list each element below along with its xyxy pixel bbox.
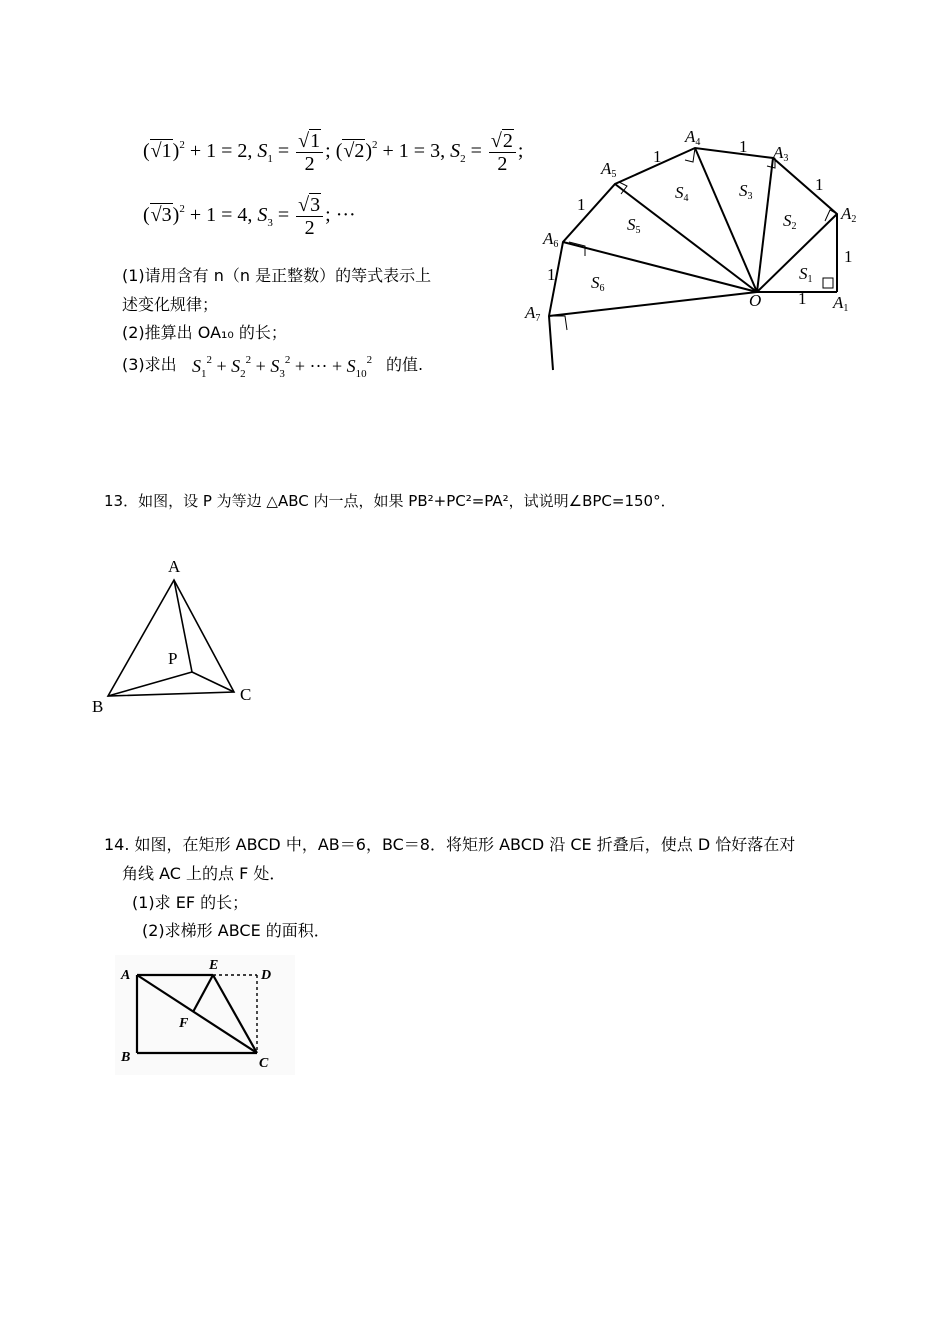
side-label-A5A6: 1 bbox=[577, 195, 586, 214]
q14-part1: (1)求 EF 的长； bbox=[132, 893, 249, 912]
segment-O-A7 bbox=[549, 292, 757, 316]
label-A1: A1 bbox=[833, 293, 849, 314]
side-label-A3A4: 1 bbox=[739, 137, 748, 156]
label-A5: A5 bbox=[601, 159, 617, 180]
spiral-figure bbox=[515, 120, 875, 380]
label-F: F bbox=[179, 1016, 189, 1031]
label-A: A bbox=[121, 968, 131, 983]
label-A2: A2 bbox=[841, 204, 857, 225]
q14-part2: (2)求梯形 ABCE 的面积． bbox=[142, 921, 330, 940]
label-S6: S6 bbox=[591, 273, 605, 294]
label-S2: S2 bbox=[783, 211, 797, 232]
segment-BP bbox=[108, 672, 192, 696]
label-S5: S5 bbox=[627, 215, 641, 236]
side-label-A4A5: 1 bbox=[653, 147, 662, 166]
q12-part3-prefix: (3)求出 bbox=[122, 355, 177, 374]
segment-O-A2 bbox=[757, 214, 837, 292]
label-C: C bbox=[240, 685, 252, 704]
label-S3: S3 bbox=[739, 181, 753, 202]
q14-line1: 14. 如图，在矩形 ABCD 中，AB＝6，BC＝8．将矩形 ABCD 沿 CE 折叠后，使点 D 恰好落在对 bbox=[104, 835, 796, 854]
side-label-OA1: 1 bbox=[798, 289, 807, 308]
right-angle-A7 bbox=[551, 316, 567, 330]
segment-CP bbox=[192, 672, 234, 692]
q12-part2: (2)推算出 OA₁₀ 的长； bbox=[122, 323, 287, 342]
label-P: P bbox=[168, 649, 178, 668]
side-label-A6A7: 1 bbox=[547, 265, 556, 284]
label-B: B bbox=[121, 1050, 131, 1065]
rectangle-fold-figure bbox=[115, 955, 295, 1075]
spiral-outer-edges bbox=[549, 148, 837, 370]
q12-equation-line-2: $(√3)^2 + 1 = 4$, $S_3$ = $\frac{√3}{2}$ ; ··· bbox=[143, 194, 356, 239]
label-A6: A6 bbox=[543, 229, 559, 250]
label-S1: S1 bbox=[799, 264, 813, 285]
triangle-abc-figure bbox=[88, 550, 268, 720]
label-S4: S4 bbox=[675, 183, 689, 204]
label-E: E bbox=[209, 958, 219, 973]
label-A7: A7 bbox=[525, 303, 541, 324]
q12-part1-line1: (1)请用含有 n（n 是正整数）的等式表示上 bbox=[122, 266, 432, 285]
label-D: D bbox=[261, 968, 272, 983]
side-label-A1A2: 1 bbox=[844, 247, 853, 266]
label-A3: A3 bbox=[773, 143, 789, 164]
q12-equation-line-1: $(√1)^2 + 1 = 2$, $S_1$ = $\frac{√1}{2}$ ; $(√2)^2 + 1 = 3$, $S_2$ = $\frac{√2}{2}$ ; bbox=[143, 130, 524, 175]
q13-text: 13．如图，设 P 为等边 △ABC 内一点，如果 PB²+PC²=PA²，试说明∠BPC=150°． bbox=[104, 492, 676, 510]
label-A4: A4 bbox=[685, 127, 701, 148]
label-B: B bbox=[92, 697, 104, 716]
right-angle-A1 bbox=[823, 278, 833, 288]
q12-part3-suffix: 的值. bbox=[386, 355, 424, 374]
label-A: A bbox=[168, 557, 181, 576]
q14-line2: 角线 AC 上的点 F 处． bbox=[122, 864, 286, 883]
label-C: C bbox=[259, 1056, 269, 1071]
segment-O-A3 bbox=[757, 158, 773, 292]
label-O: O bbox=[749, 291, 762, 310]
q12-part1-line2: 述变化规律； bbox=[122, 295, 219, 314]
side-label-A2A3: 1 bbox=[815, 175, 824, 194]
segment-O-A4 bbox=[695, 148, 757, 292]
q12-part3-expression: $S_1^2 + S_2^2 + S_3^2$ + ··· + $S_{10}^2$ bbox=[192, 354, 373, 380]
